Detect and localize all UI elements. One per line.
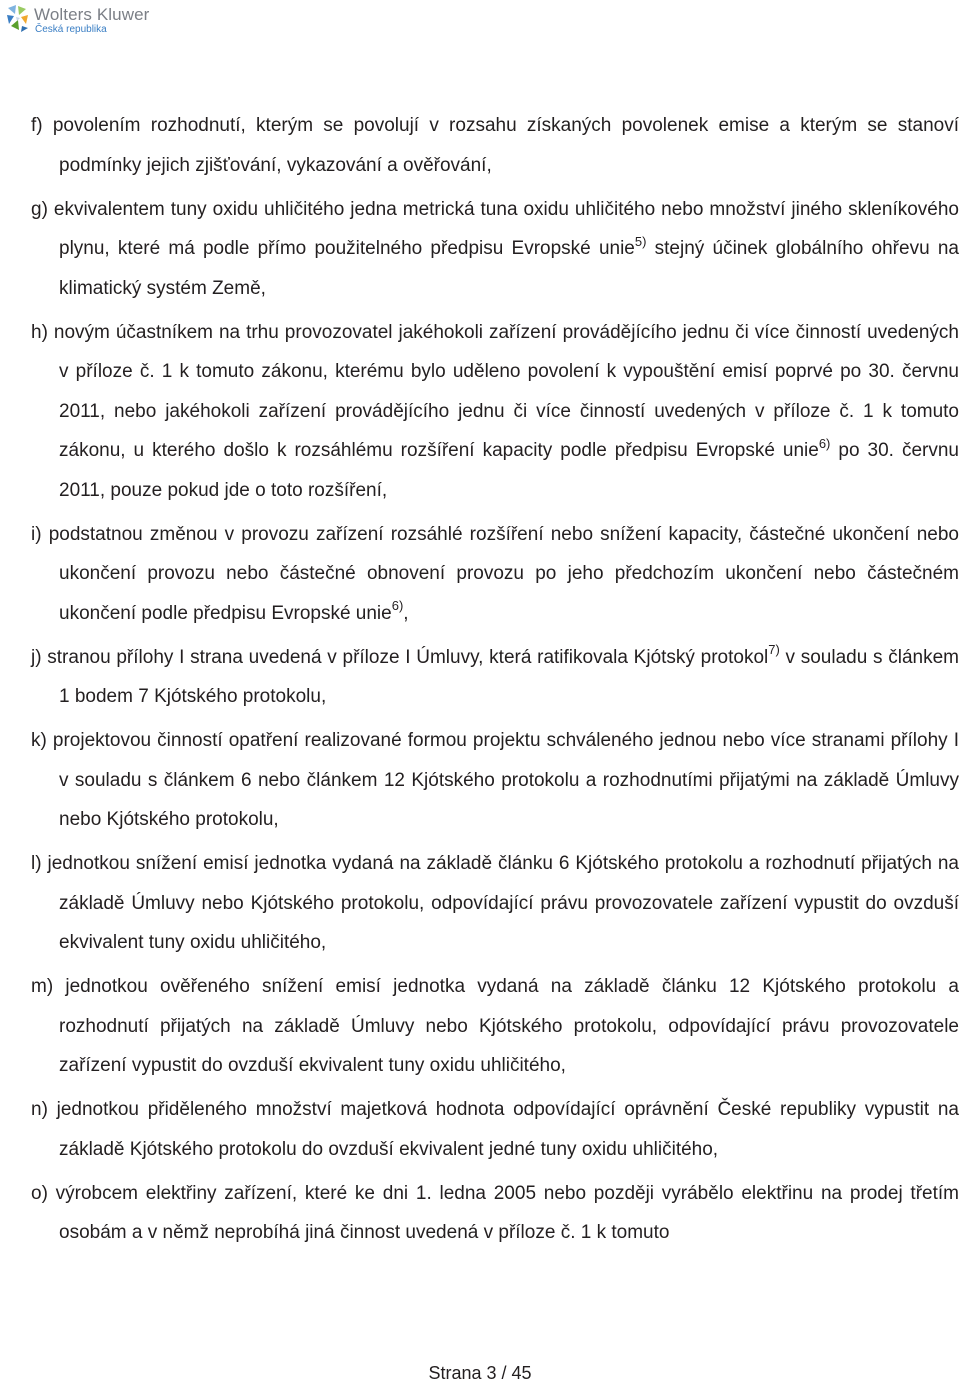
definition-item: m) jednotkou ověřeného snížení emisí jednotka vydaná na základě článku 12 Kjótského protokolu a rozhodnutí přijatých na základě Úmluvy nebo Kjótského protokolu, odpovídající právu provozovatele zařízení vypustit do ovzduší ekvivalent tuny oxidu uhličitého, bbox=[31, 976, 959, 1076]
header-brand bbox=[4, 3, 204, 37]
definition-item: i) podstatnou změnou v provozu zařízení rozsáhlé rozšíření nebo snížení kapacity, částečné ukončení nebo ukončení provozu nebo částečné obnovení provozu po jeho předchozím ukončení nebo částečném ukončení podle předpisu Evropské unie$^{6)}$, bbox=[31, 523, 959, 624]
definition-item: h) novým účastníkem na trhu provozovatel jakéhokoli zařízení provádějícího jednu či více činností uvedených v příloze č. 1 k tomuto zákonu, kterému bylo uděleno povolení k vypouštění emisí poprvé po 30. červnu 2011, nebo jakéhokoli zařízení provádějícího jednu či více činností uvedených v příloze č. 1 k tomuto zákonu, u kterého došlo k rozsáhlému rozšíření kapacity podle předpisu Evropské unie$^{6)}$ po 30. červnu 2011, pouze pokud jde o toto rozšíření, bbox=[31, 321, 959, 501]
definition-item: o) výrobcem elektřiny zařízení, které ke dni 1. ledna 2005 nebo později vyrábělo elektřinu na prodej třetím osobám a v němž neprobíhá jiná činnost uvedená v příloze č. 1 k tomuto bbox=[31, 1182, 959, 1243]
definition-item: g) ekvivalentem tuny oxidu uhličitého jedna metrická tuna oxidu uhličitého nebo množství jiného skleníkového plynu, které má podle přímo použitelného předpisu Evropské unie$^{5)}$ stejný účinek globálního ohřevu na klimatický systém Země, bbox=[31, 198, 959, 299]
page-number: Strana 3 / 45 bbox=[428, 1363, 532, 1383]
definition-item: f) povolením rozhodnutí, kterým se povolují v rozsahu získaných povolenek emise a kterým se stanoví podmínky jejich zjišťování, vykazování a ověřování, bbox=[31, 115, 959, 176]
brand-name: Wolters Kluwer bbox=[34, 5, 150, 24]
definition-item: n) jednotkou přiděleného množství majetková hodnota odpovídající oprávnění České republiky vypustit na základě Kjótského protokolu do ovzduší ekvivalent jedné tuny oxidu uhličitého, bbox=[31, 1099, 959, 1160]
definition-item: k) projektovou činností opatření realizované formou projektu schváleného jednou nebo více stranami přílohy I v souladu s článkem 6 nebo článkem 12 Kjótského protokolu a rozhodnutími přijatými na základě Úmluvy nebo Kjótského protokolu, bbox=[31, 730, 959, 830]
wolters-kluwer-logo-icon bbox=[4, 3, 32, 33]
definition-item: j) stranou přílohy I strana uvedená v příloze I Úmluvy, která ratifikovala Kjótský protokol$^{7)}$ v souladu s článkem 1 bodem 7 Kjótského protokolu, bbox=[31, 642, 959, 707]
definition-item: l) jednotkou snížení emisí jednotka vydaná na základě článku 6 Kjótského protokolu a rozhodnutí přijatých na základě Úmluvy nebo Kjótského protokolu, odpovídající právu provozovatele zařízení vypustit do ovzduší ekvivalent tuny oxidu uhličitého, bbox=[31, 853, 959, 953]
document-body bbox=[31, 106, 959, 1253]
brand-subtitle: Česká republika bbox=[35, 24, 107, 35]
